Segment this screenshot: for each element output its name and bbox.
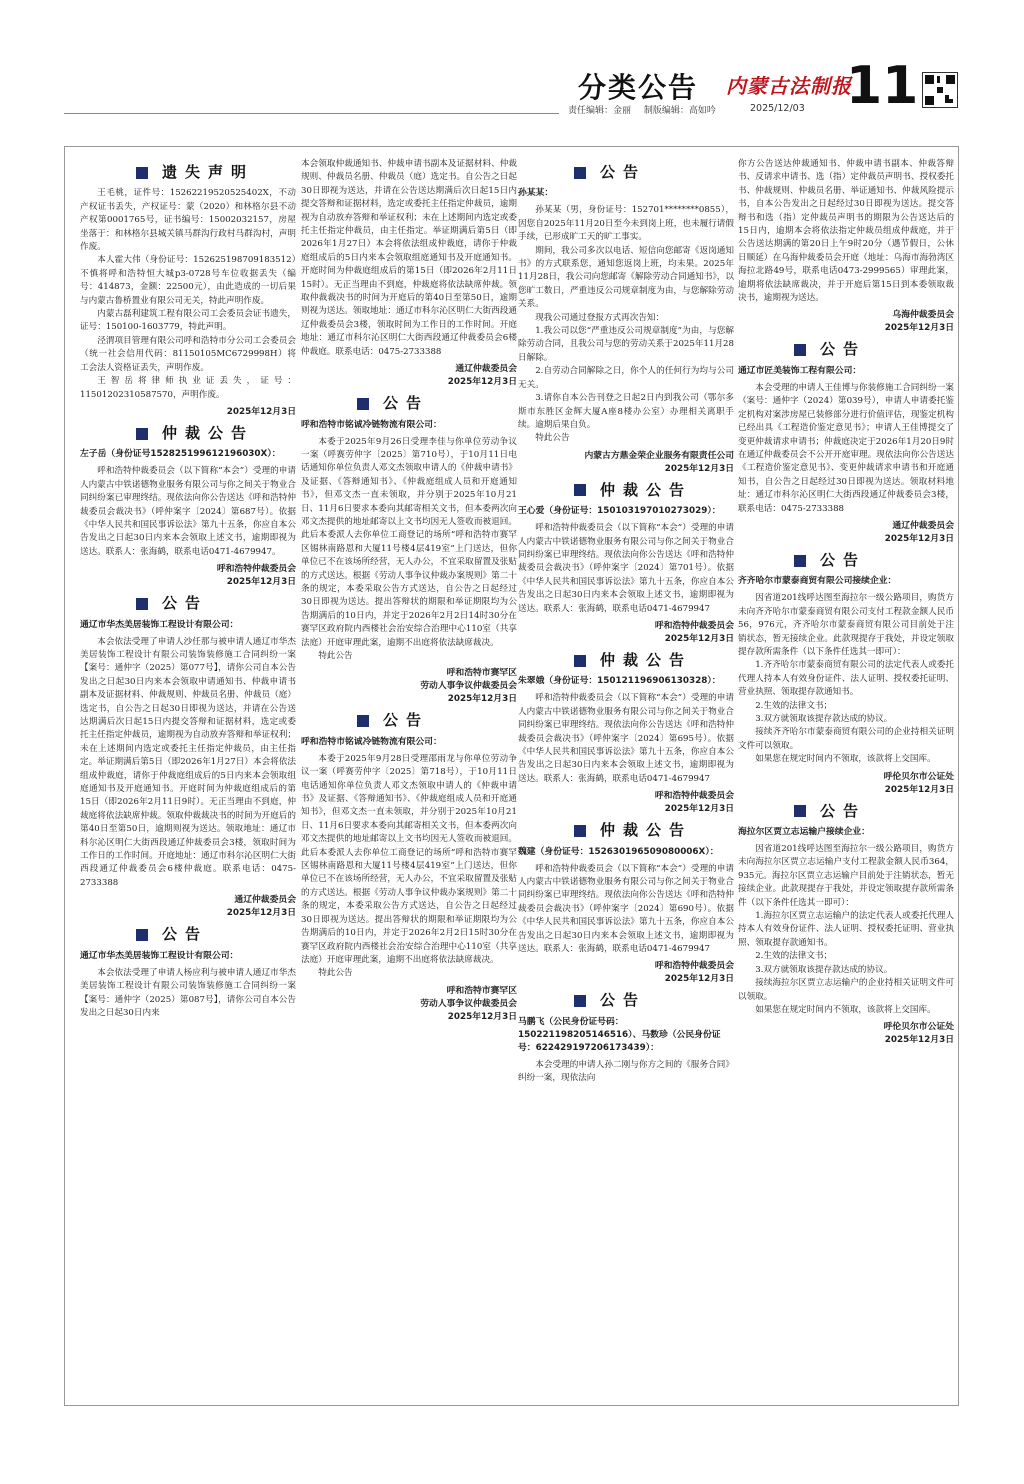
notice-signature: 呼和浩特市赛罕区 劳动人事争议仲裁委员会 2025年12月3日 [420,985,517,1022]
notice-paragraph: 本委于2025年9月28日受理邵雨龙与你单位劳动争议一案（呼赛劳仲字〔2025〕第718号），于10月11日电话通知你单位负责人邓文杰领取申请人的《仲裁申请书》及证据、《答辩通知书》、《仲裁庭组成人员和开庭通知书》，但邓文杰一直未领取，并分别于2025年10月21日、11月6日要求本委向其邮寄相关文书，但本委两次向邓文杰提供的地址邮寄以上文书均因无人签收而被退回。此后本委派人去你单位工商登记的场所“呼和浩特市赛罕区锡林南路恩和大厦11号楼4层419室”上门送达，但你单位已不在该场所经营，无人办公，不宜采取留置及张贴的方式送达。根据《劳动人事争议仲裁办案规则》第二十条的规定，本委采取公告方式送达，自公告之日起经过30日即视为送达。提出答辩状的期限和举证期限均为公告期满后的10日内，并定于2026年2月2日15时30分在赛罕区政府院内西楼社会治安综合治理中心110室（共享法庭）开庭审理此案，逾期不出庭将依法缺席裁决。 [301,753,517,965]
notice-continued [738,158,954,335]
notice-addressee: 马鹏飞（公民身份证号码：150221198205146516）、马数珍（公民身份证号：622429197206173439）： [518,1016,721,1053]
notice-title: 公告 [357,714,517,727]
notice-title: 公告 [574,994,734,1007]
notice-addressee: 通辽市华杰美居装饰工程设计有限公司： [80,950,239,961]
notice-paragraph: 呼和浩特仲裁委员会（以下简称“本会”）受理的申请人内蒙古中铁诺德物业服务有限公司与你之间关于物业合同纠纷案已审理终结。现依法向你公告送达《呼和浩特仲裁委员会裁决书》（呼仲案字〔2024〕第687号）。依据《中华人民共和国民事诉讼法》第九十五条，你应自本公告发出之日起30日内来本会领取上述文书，逾期即视为送达。联系人：张海鹤，联系电话0471-4679947。 [80,466,296,557]
notice-paragraph: 王智岳将律师执业证丢失，证号：11501202310587570，声明作废。 [80,376,296,400]
notice-paragraph: 因省道201线呼达图至海拉尔一级公路项目，购货方未向海拉尔区贾立志运输户支付工程款金额人民币364，935元。海拉尔区贾立志运输户目前处于注销状态，暂无接续企业。此款现提存于我处，并设定领取提存款所需条件（以下条件任选其一即可）： [738,844,954,908]
notice-announcement [738,550,954,797]
notice-signature: 呼伦贝尔市公证处 2025年12月3日 [883,771,954,795]
square-bullet-icon [574,167,586,179]
notice-paragraph: 现我公司通过登报方式再次告知： [535,312,665,323]
notice-paragraph: 本会依法受理了申请人沙任那与被申请人通辽市华杰美居装饰工程设计有限公司装饰装修施工合同纠纷一案【案号：通仲字（2025）第077号】，请你公司自本公告发出之日起30日内来本会领取申请通知书、仲裁申请书副本及证据材料、仲裁规则、仲裁员名册、仲裁员（庭）选定书，自公告之日起30日即视为送达，并请在公告送达期满后次日起15日内提交答辩和证据材料，选定或委托主任指定仲裁员，逾期视为自动放弃答辩和举证权利；未在上述期间内选定或委托主任指定仲裁员，由主任指定。举证期满后第5日（即2026年1月27日）本会将依法组成仲裁庭，请你于仲裁庭组成后的5日内来本会领取组庭通知书及开庭通知书。开庭时间为仲裁庭组成后的第15日（即2026年2月11日9时）。无正当理由不到庭，仲裁庭将依法缺席仲裁。领取仲裁裁决书的时间为开庭后的第40日至第50日，逾期则视为送达。领取地址：通辽市科尔沁区明仁大街西段通辽仲裁委员会3楼，领取时间为工作日的工作时间。开庭地址：通辽市科尔沁区明仁大街西段通辽仲裁委员会6楼仲裁庭。联系电话：0475-2733388 [80,636,296,888]
notice-paragraph: 孙某某（男，身份证号：152701********0855），因您自2025年11月20日至今未到岗上班，也未履行请假手续，已形成旷工天的旷工事实。 [518,205,734,243]
editor-responsible: 责任编辑：金丽 [568,106,632,116]
notice-announcement [738,801,954,1048]
qr-code-icon [922,72,958,108]
notice-signature: 通辽仲裁委员会 2025年12月3日 [884,520,954,544]
notice-announcement [518,991,734,1085]
square-bullet-icon [574,995,586,1007]
notice-paragraph: 本会受理的申请人孙二刚与你方之间的《服务合同》纠纷一案，现依法向 [518,1059,734,1084]
notice-addressee: 通辽市华杰美居装饰工程设计有限公司： [80,619,239,630]
square-bullet-icon [574,825,586,837]
column-4 [738,158,954,1053]
notice-paragraph: 内蒙古磊利建筑工程有限公司工会委员会证书遗失，证号：150100-1603779，特此声明。 [80,309,296,333]
notice-announcement [80,925,296,1020]
notice-arbitration [518,650,734,816]
notice-paragraph: 特此公告 [318,968,353,979]
square-bullet-icon [136,428,148,440]
square-bullet-icon [136,167,148,179]
notice-paragraph: 呼和浩特仲裁委员会（以下简称“本会”）受理的申请人内蒙古中铁诺德物业服务有限公司与你之间关于物业合同纠纷案已审理终结。现依法向你公告送达《呼和浩特仲裁委员会裁决书》（呼仲案字〔2024〕第690号）。依据《中华人民共和国民事诉讼法》第九十五条，你应自本公告发出之日起30日内来本会领取上述文书，逾期即视为送达。联系人：张海鹤，联系电话0471-4679947 [518,863,734,955]
notice-paragraph: 本会受理的申请人王佳博与你装修施工合同纠纷一案（案号：通仲字（2024）第039号），申请人申请委托鉴定机构对案涉房屋已装修部分进行价值评估，现鉴定机构已经出具《工程造价鉴定意见书》；申请人王佳博提交了变更仲裁请求申请书；仲裁庭决定于2026年1月20日9时在通辽仲裁委员会不公开开庭审理。现依法向你公告送达《工程造价鉴定意见书》、变更仲裁请求申请书和开庭通知书，自公告之日起经过30日即视为送达。领取材料地址：通辽市科尔沁区明仁大街西段通辽仲裁委员会3楼，联系电话：0475-2733388 [738,382,954,514]
notice-paragraph: 因省道201线呼达图至海拉尔一级公路项目，购货方未向齐齐哈尔市蒙泰商贸有限公司支付工程款金额人民币56，976元，齐齐哈尔市蒙泰商贸有限公司目前处于注销状态，暂无接续企业。此款现提存于我处，并设定领取提存款所需条件（以下条件任选其一即可）： [738,593,954,657]
notice-paragraph: 3.请你自本公告刊登之日起2日内到我公司（鄂尔多斯市东胜区金辉大厦A座8楼办公室）办理相关离职手续。逾期后果自负。 [518,393,734,430]
square-bullet-icon [574,655,586,667]
notice-announcement [518,163,734,476]
notice-announcement [301,394,517,706]
notice-signature: 呼和浩特仲裁委员会 2025年12月3日 [654,620,734,644]
notice-signature: 乌海仲裁委员会 2025年12月3日 [884,310,954,334]
notice-paragraph: 本委于2025年9月26日受理李佳与你单位劳动争议一案（呼赛劳仲字〔2025〕第710号），于10月11日电话通知你单位负责人邓文杰领取申请人的《仲裁申请书》及证据、《答辩通知书》、《仲裁庭组成人员和开庭通知书》，但邓文杰一直未领取，并分别于2025年10月21日、11月6日要求本委向其邮寄相关文书，但本委两次向邓文杰提供的地址邮寄以上文书均因无人签收而被退回。此后本委派人去你单位工商登记的场所“呼和浩特市赛罕区锡林南路恩和大厦11号楼4层419室”上门送达，但你单位已不在该场所经营，无人办公，不宜采取留置及张贴的方式送达。根据《劳动人事争议仲裁办案规则》第二十条的规定，本委采取公告方式送达，自公告之日起经过30日即视为送达。提出答辩状的期限和举证期限均为公告期满后的10日内，并定于2026年2月2日14时30分在赛罕区政府院内西楼社会治安综合治理中心110室（共享法庭）开庭审理此案，逾期不出庭将依法缺席裁决。 [301,436,517,648]
notice-signature: 通辽仲裁委员会 2025年12月3日 [447,364,517,388]
notice-paragraph: 1.我公司以您“严重违反公司规章制度”为由，与您解除劳动合同，且我公司与您的劳动关系于2025年11月28日解除。 [518,326,734,363]
notice-title: 公告 [574,166,734,179]
notice-addressee: 通辽市匠美装饰工程有限公司： [738,365,862,376]
section-title: 分类公告 [578,71,699,104]
notice-title: 仲裁公告 [574,654,734,667]
notice-addressee: 呼和浩特市铭诚冷链物流有限公司： [301,419,442,430]
notice-addressee: 魏建（身份证号：152630196509080006X）： [518,846,719,857]
square-bullet-icon [794,805,806,817]
notice-signature: 呼伦贝尔市公证处 2025年12月3日 [883,1022,954,1046]
page-number: 11 [846,56,919,116]
page-header [0,0,1024,140]
column-3 [518,158,734,1092]
notice-arbitration [80,423,296,589]
notice-title: 公告 [794,805,954,818]
notice-paragraph: 1.海拉尔区贾立志运输户的法定代表人或委托代理人持本人有效身份证件、法人证明、授权委托证明、营业执照、领取提存款通知书。 [738,911,954,948]
notice-paragraph: 期间，我公司多次以电话、短信向您邮寄《返岗通知书》的方式联系您，通知您返岗上班，均未果。2025年11月28日，我公司向您邮寄《解除劳动合同通知书》，以您旷工数日，严重违反公司规章制度为由，与您解除劳动关系。 [518,245,734,310]
notice-signature: 呼和浩特仲裁委员会 2025年12月3日 [654,791,734,815]
notice-arbitration [518,480,734,646]
notice-signature: 通辽仲裁委员会 2025年12月3日 [226,895,296,919]
square-bullet-icon [136,929,148,941]
notice-announcement [80,594,296,920]
notice-addressee: 朱翠娥（身份证号：150121196906130328）： [518,676,721,687]
notice-signature: 呼和浩特仲裁委员会 2025年12月3日 [216,564,296,588]
notice-title: 仲裁公告 [574,824,734,837]
notice-paragraph: 3.双方就领取该提存款达成的协议。 [755,714,893,724]
square-bullet-icon [357,398,369,410]
notice-addressee: 海拉尔区贾立志运输户接续企业： [738,827,870,838]
notice-signature: 呼和浩特市赛罕区 劳动人事争议仲裁委员会 2025年12月3日 [420,668,517,705]
editor-credits [568,103,726,116]
notice-addressee: 齐齐哈尔市蒙泰商贸有限公司接续企业： [738,576,897,587]
notice-paragraph: 特此公告 [318,651,353,661]
square-bullet-icon [136,598,148,610]
notice-announcement [301,711,517,1023]
notice-paragraph: 1.齐齐哈尔市蒙泰商贸有限公司的法定代表人或委托代理人持本人有效身份证件、法人证明、授权委托证明、营业执照、领取提存款通知书。 [738,660,954,698]
notice-paragraph: 王毛桃，证件号：15262219520525402X，不动产权证书丢失，产权证号：蒙（2020）和林格尔县不动产权第0001765号，证书编号：15002032157，房屋坐落于：和林格尔县城关镇马群沟行政村马群沟村，声明作废。 [80,188,296,253]
notice-signature: 2025年12月3日 [226,406,296,417]
issue-date: 2025/12/03 [750,103,805,114]
notice-paragraph: 呼和浩特仲裁委员会（以下简称“本会”）受理的申请人内蒙古中铁诺德物业服务有限公司与你之间关于物业合同纠纷案已审理终结。现依法向你公告送达《呼和浩特仲裁委员会裁决书》（呼仲案字〔2024〕第695号）。依据《中华人民共和国民事诉讼法》第九十五条，你应自本公告发出之日起30日内来本会领取上述文书，逾期即视为送达。联系人：张海鹤，联系电话0471-4679947 [518,693,734,784]
notice-continued [301,158,517,389]
notice-paragraph: 你方公告送达仲裁通知书、仲裁申请书副本、仲裁答辩书、反请求申请书、选（指）定仲裁员声明书、授权委托书、仲裁规则、仲裁员名册、举证通知书、仲裁风险提示书，自本公告发出之日起经过30日即视为送达。提交答辩书和选（指）定仲裁员声明书的期限为公告送达后的15日内，逾期本会将依法指定仲裁员组成仲裁庭，并于公告送达期满的第20日上午9时20分（遇节假日，公休日顺延）在乌海仲裁委员会开庭（地址：乌海市海勃湾区海拉北路49号，联系电话0473-2999565）审理此案，逾期将依法缺席裁决，并于开庭后第15日到本委领取裁决书，逾期视为送达。 [738,159,954,304]
notice-title: 公告 [136,928,296,941]
editor-layout: 制版编辑：高如吟 [643,106,716,116]
notice-paragraph: 呼和浩特仲裁委员会（以下简称“本会”）受理的申请人内蒙古中铁诺德物业服务有限公司与你之间关于物业合同纠纷案已审理终结。现依法向你公告送达《呼和浩特仲裁委员会裁决书》（呼仲案字〔2024〕第701号）。依据《中华人民共和国民事诉讼法》第九十五条，你应自本公告发出之日起30日内来本会领取上述文书，逾期即视为送达。联系人：张海鹤，联系电话0471-4679947 [518,523,734,614]
notice-paragraph: 如果您在规定时间内不领取，该款将上交国库。 [755,754,936,765]
column-2 [301,158,517,1030]
notice-title: 仲裁公告 [574,484,734,497]
notice-paragraph: 3.双方就领取该提存款达成的协议。 [755,964,893,975]
notice-title: 公告 [357,397,517,410]
square-bullet-icon [794,344,806,356]
notice-arbitration [518,821,734,986]
notice-paragraph: 接续海拉尔区贾立志运输户的企业持相关证明文件可以领取。 [738,978,954,1002]
notice-paragraph: 2.生效的法律文书； [755,700,833,711]
notice-paragraph: 本人霍大伟（身份证号：152625198709183512）不慎将呼和浩特恒大城p3-0728号车位收据丢失（编号：414873，金额：22500元），由此造成的一切后果与内蒙古鲁桥置业有限公司无关，特此声明作废。 [80,255,296,306]
notice-title: 仲裁公告 [136,427,296,440]
notice-paragraph: 特此公告 [535,433,570,444]
newspaper-logo: 内蒙古法制报 [726,74,852,98]
header-rule [64,113,559,114]
notice-announcement [738,340,954,545]
notice-title: 公告 [136,597,296,610]
notice-paragraph: 接续齐齐哈尔市蒙泰商贸有限公司的企业持相关证明文件可以领取。 [738,727,954,751]
notice-paragraph: 本会依法受理了申请人杨应利与被申请人通辽市华杰美居装饰工程设计有限公司装饰装修施工合同纠纷一案【案号：通仲字（2025）第087号】，请你公司自本公告发出之日起30日内来 [80,967,296,1018]
notice-lost [80,163,296,419]
notice-signature: 内蒙古方鼎金荣企业服务有限责任公司 2025年12月3日 [584,450,734,474]
notice-paragraph: 泾渭项目管理有限公司呼和浩特市分公司工会委员会（统一社会信用代码：81150105MC6729998H）将工会法人资格证丢失，声明作废。 [80,335,296,373]
notice-addressee: 孙某某： [518,188,554,199]
notice-addressee: 王心爱（身份证号：150103197010273029）： [518,506,721,517]
notice-paragraph: 2.生效的法律文书； [755,951,833,962]
notice-addressee: 呼和浩特市铭诚冷链物流有限公司： [301,736,442,747]
notice-paragraph: 本会领取仲裁通知书、仲裁申请书副本及证据材料、仲裁规则、仲裁员名册、仲裁员（庭）选定书。自公告之日起30日即视为送达，并请在公告送达期满后次日起15日内提交答辩和证据材料，选定或委托主任指定仲裁员，逾期视为自动放弃答辩和举证权利；未在上述期间内选定或委托主任指定仲裁员，由主任指定。举证期满后第5日（即2026年1月27日）本会将依法组成仲裁庭，请你于仲裁庭组成后的5日内来本会领取组庭通知书及开庭通知书。开庭时间为仲裁庭组成后的第15日（即2026年2月11日15时）。无正当理由不到庭，仲裁庭将依法缺席仲裁。领取仲裁裁决书的时间为开庭后的第40日至第50日，逾期则视为送达。领取地址：通辽市科尔沁区明仁大街西段通辽仲裁委员会3楼，领取时间为工作日的工作时间。开庭地址：通辽市科尔沁区明仁大街西段通辽仲裁委员会6楼仲裁庭。联系电话：0475-2733388 [301,159,517,357]
notice-title: 遗失声明 [136,166,296,179]
notice-paragraph: 2.自劳动合同解除之日，你个人的任何行为均与公司无关。 [518,366,734,390]
notice-addressee: 左子岳（身份证号152825199612196030X）： [80,449,281,460]
notice-signature: 呼和浩特仲裁委员会 2025年12月3日 [654,961,734,985]
square-bullet-icon [357,715,369,727]
notice-title: 公告 [794,554,954,567]
notice-title: 公告 [794,343,954,356]
square-bullet-icon [574,484,586,496]
column-1 [80,158,296,1026]
notice-paragraph: 如果您在规定时间内不领取，该款将上交国库。 [755,1004,936,1015]
square-bullet-icon [794,555,806,567]
